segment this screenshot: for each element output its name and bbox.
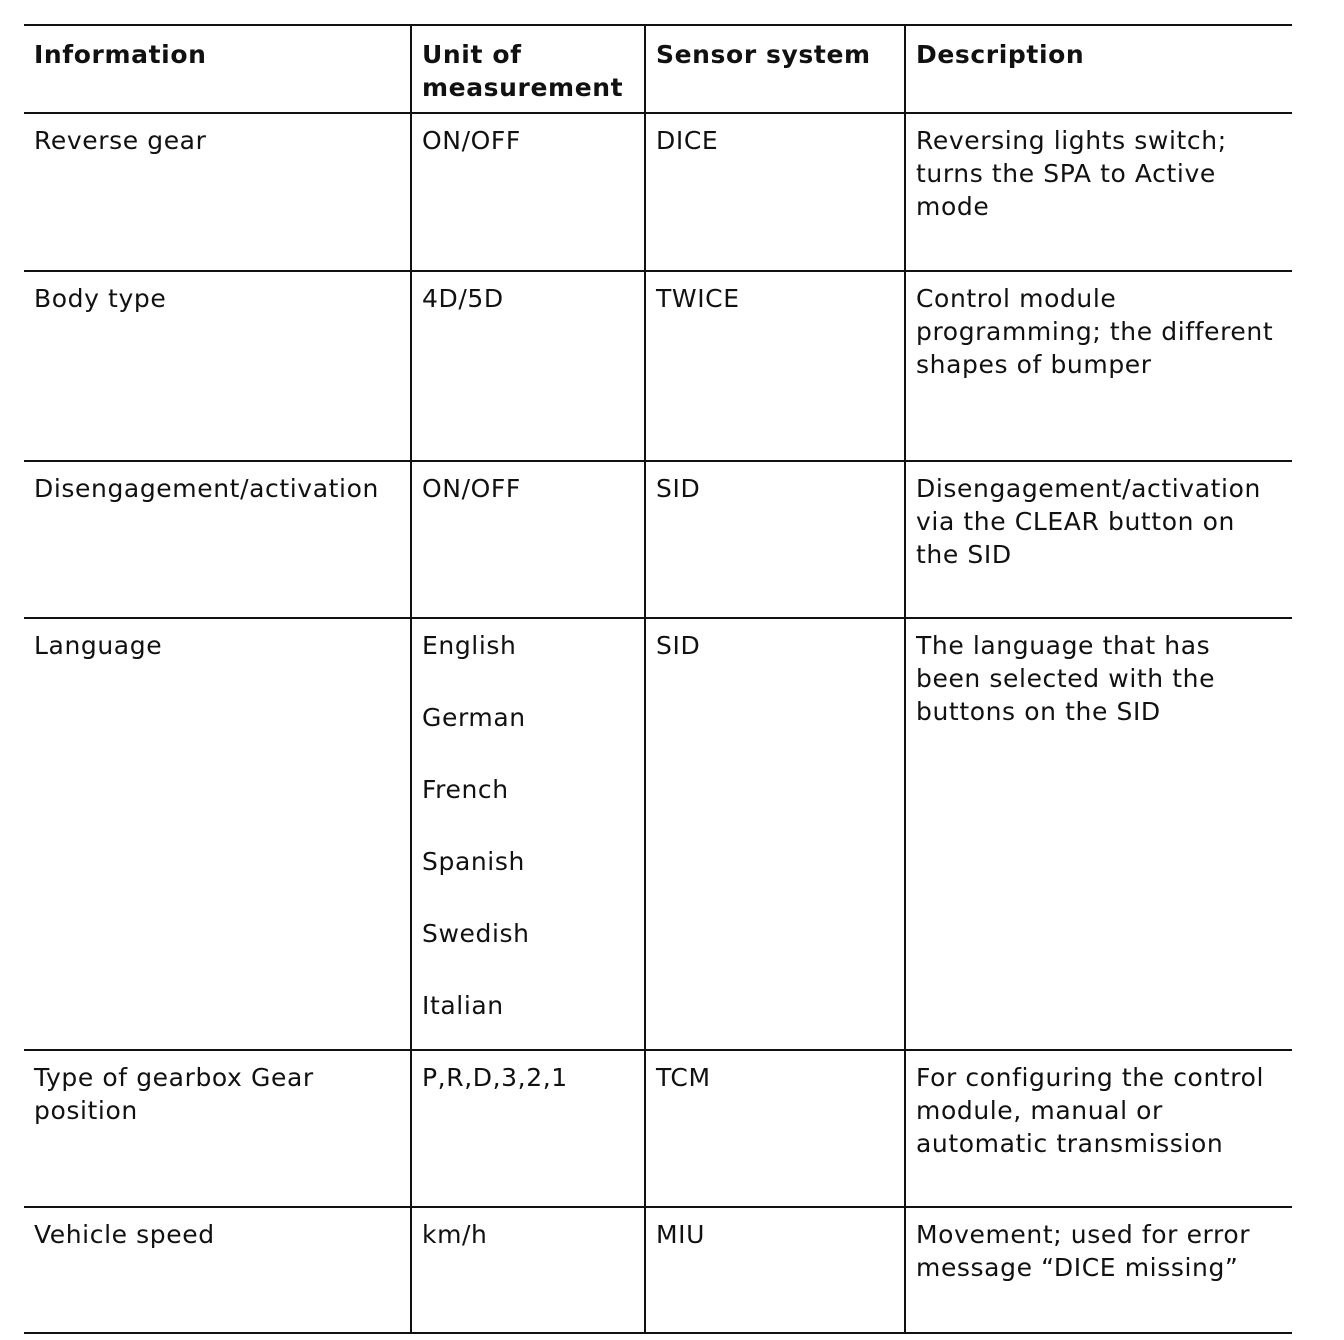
- cell-unit: 4D/5D: [411, 271, 645, 461]
- cell-information: Body type: [24, 271, 411, 461]
- cell-description: The language that has been selected with the buttons on the SID: [905, 618, 1292, 1050]
- sensor-info-table: [24, 24, 1292, 1334]
- cell-description: Control module programming; the different shapes of bumper: [905, 271, 1292, 461]
- cell-description: Disengagement/activation via the CLEAR button on the SID: [905, 461, 1292, 618]
- cell-unit: [411, 618, 645, 1050]
- table-header-row: [24, 25, 1292, 113]
- cell-description: Reversing lights switch; turns the SPA to Active mode: [905, 113, 1292, 271]
- language-item: Swedish: [422, 919, 530, 948]
- cell-sensor: MIU: [645, 1207, 905, 1333]
- cell-sensor: TCM: [645, 1050, 905, 1207]
- header-information: Information: [24, 25, 411, 113]
- cell-unit: P,R,D,3,2,1: [411, 1050, 645, 1207]
- table-row: [24, 1050, 1292, 1207]
- cell-unit: km/h: [411, 1207, 645, 1333]
- cell-sensor: DICE: [645, 113, 905, 271]
- cell-sensor: SID: [645, 461, 905, 618]
- header-description: Description: [905, 25, 1292, 113]
- language-item: Italian: [422, 991, 504, 1020]
- language-list: [422, 629, 634, 1022]
- header-sensor-system: Sensor system: [645, 25, 905, 113]
- cell-description: For configuring the control module, manual or automatic transmission: [905, 1050, 1292, 1207]
- table-row: [24, 113, 1292, 271]
- cell-information: Disengagement/activation: [24, 461, 411, 618]
- cell-unit: ON/OFF: [411, 113, 645, 271]
- language-item: Spanish: [422, 847, 525, 876]
- header-unit-of-measurement: Unit of measurement: [411, 25, 645, 113]
- table-row: [24, 461, 1292, 618]
- cell-information: Reverse gear: [24, 113, 411, 271]
- language-item: German: [422, 703, 526, 732]
- language-item: French: [422, 775, 509, 804]
- cell-description: Movement; used for error message “DICE missing”: [905, 1207, 1292, 1333]
- language-item: English: [422, 631, 517, 660]
- info-table-container: [24, 24, 1292, 1334]
- cell-information: Type of gearbox Gear position: [24, 1050, 411, 1207]
- cell-unit: ON/OFF: [411, 461, 645, 618]
- cell-sensor: SID: [645, 618, 905, 1050]
- table-row: [24, 618, 1292, 1050]
- cell-information: Language: [24, 618, 411, 1050]
- cell-information: Vehicle speed: [24, 1207, 411, 1333]
- cell-sensor: TWICE: [645, 271, 905, 461]
- table-row: [24, 271, 1292, 461]
- table-row: [24, 1207, 1292, 1333]
